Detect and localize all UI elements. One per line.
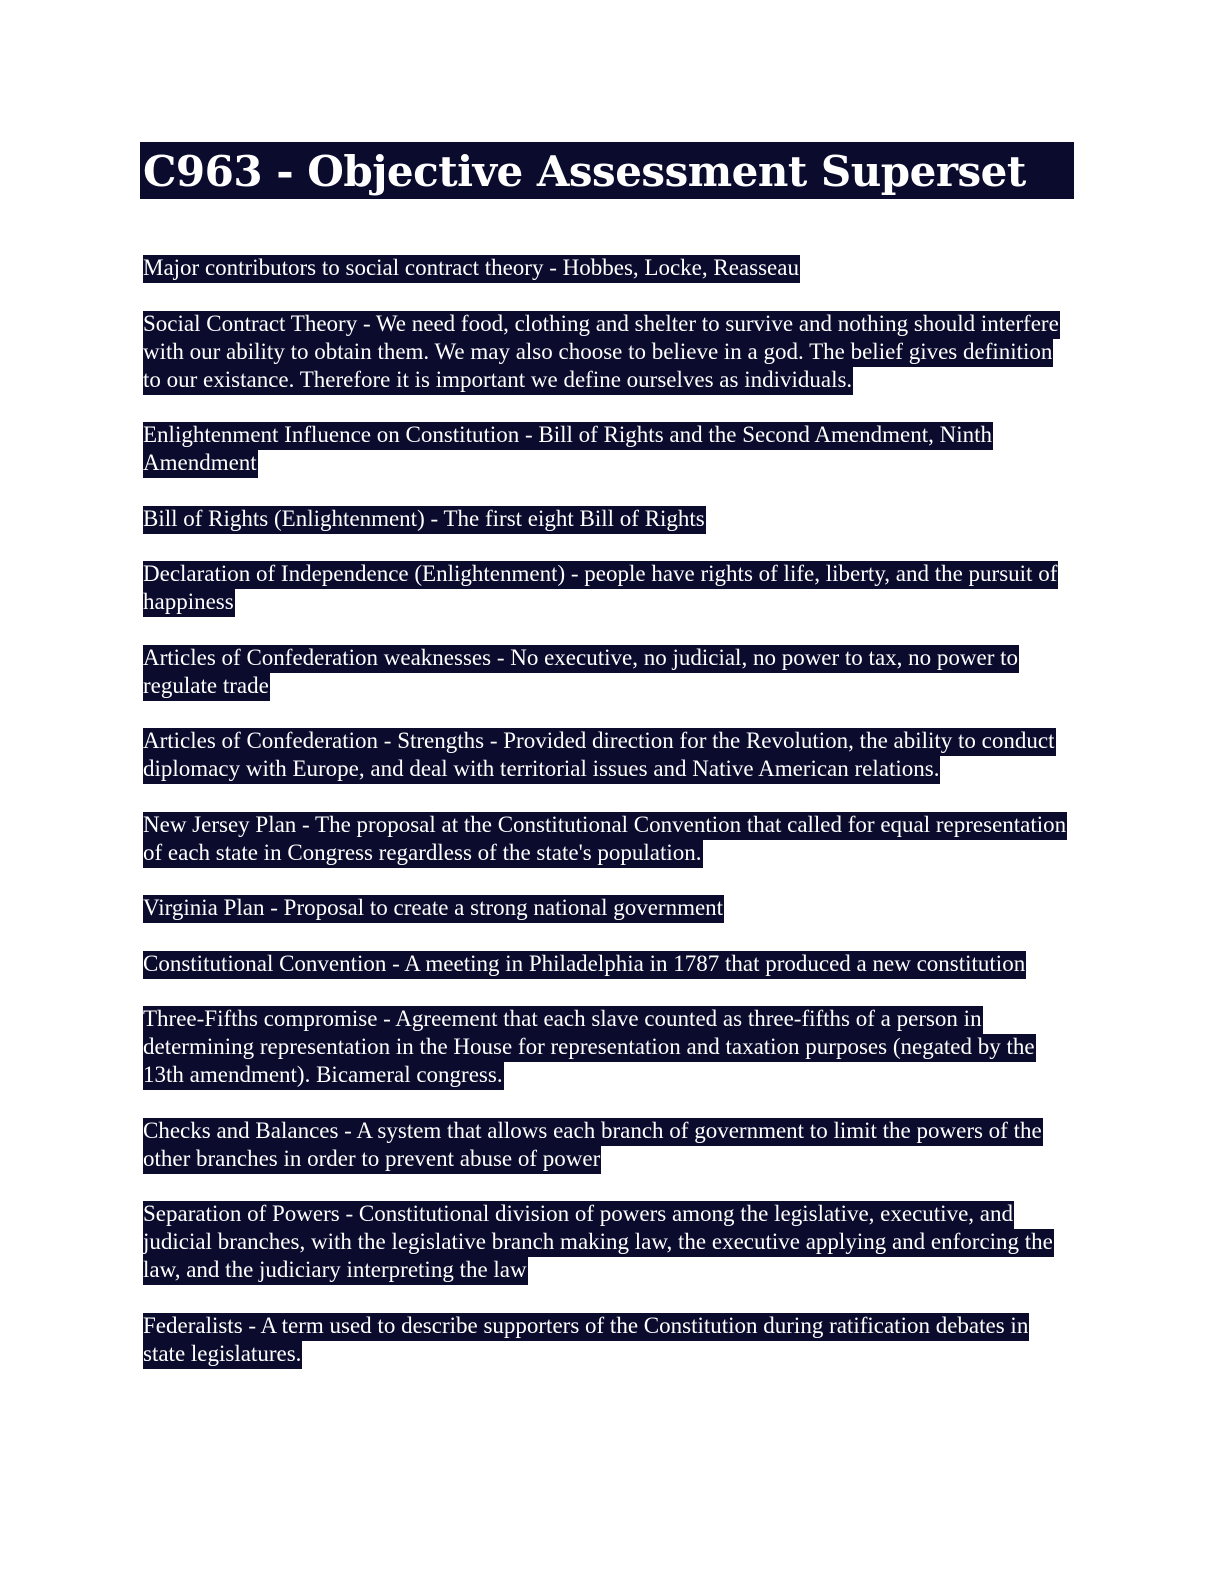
entry-text: Major contributors to social contract theory - Hobbes, Locke, Reasseau [143,255,800,283]
entry-text: Separation of Powers - Constitutional division of powers among the legislative, executive, and judicial branches, with the legislative branch making law, the executive applying and enforcing the law, and the judiciary interpreting the law [143,1201,1054,1285]
entry-social-contract-contributors [143,254,1073,282]
entry-text: New Jersey Plan - The proposal at the Constitutional Convention that called for equal representation of each state in Congress regardless of the state's population. [143,812,1067,868]
entry-text: Articles of Confederation - Strengths - Provided direction for the Revolution, the ability to conduct diplomacy with Europe, and deal with territorial issues and Native American relations. [143,728,1056,784]
entry-bill-of-rights [143,505,1073,533]
entry-declaration-of-independence [143,560,1073,616]
entry-three-fifths-compromise [143,1005,1073,1089]
entry-social-contract-theory [143,310,1073,394]
entry-text: Constitutional Convention - A meeting in Philadelphia in 1787 that produced a new constitution [143,951,1026,979]
entry-text: Virginia Plan - Proposal to create a strong national government [143,895,724,923]
entry-list [143,254,1073,1395]
entry-text: Checks and Balances - A system that allows each branch of government to limit the powers of the other branches in order to prevent abuse of power [143,1118,1043,1174]
entry-constitutional-convention [143,950,1073,978]
entry-text: Bill of Rights (Enlightenment) - The first eight Bill of Rights [143,506,706,534]
entry-virginia-plan [143,894,1073,922]
entry-articles-weaknesses [143,644,1073,700]
entry-text: Three-Fifths compromise - Agreement that each slave counted as three-fifths of a person in determining representation in the House for representation and taxation purposes (negated by the 13th amendment). Bicameral congress. [143,1006,1036,1090]
entry-checks-and-balances [143,1117,1073,1173]
entry-separation-of-powers [143,1200,1073,1284]
document-title: C963 - Objective Assessment Superset [143,147,1026,196]
entry-text: Federalists - A term used to describe supporters of the Constitution during ratification debates in state legislatures. [143,1313,1029,1369]
entry-new-jersey-plan [143,811,1073,867]
entry-text: Articles of Confederation weaknesses - No executive, no judicial, no power to tax, no power to regulate trade [143,645,1019,701]
entry-text: Enlightenment Influence on Constitution - Bill of Rights and the Second Amendment, Ninth Amendment [143,422,993,478]
entry-text: Declaration of Independence (Enlightenment) - people have rights of life, liberty, and the pursuit of happiness [143,561,1058,617]
entry-text: Social Contract Theory - We need food, clothing and shelter to survive and nothing should interfere with our ability to obtain them. We may also choose to believe in a god. The belief gives definition to our existance. Therefore it is important we define ourselves as individuals. [143,311,1060,395]
entry-articles-strengths [143,727,1073,783]
entry-enlightenment-influence [143,421,1073,477]
entry-federalists [143,1312,1073,1368]
